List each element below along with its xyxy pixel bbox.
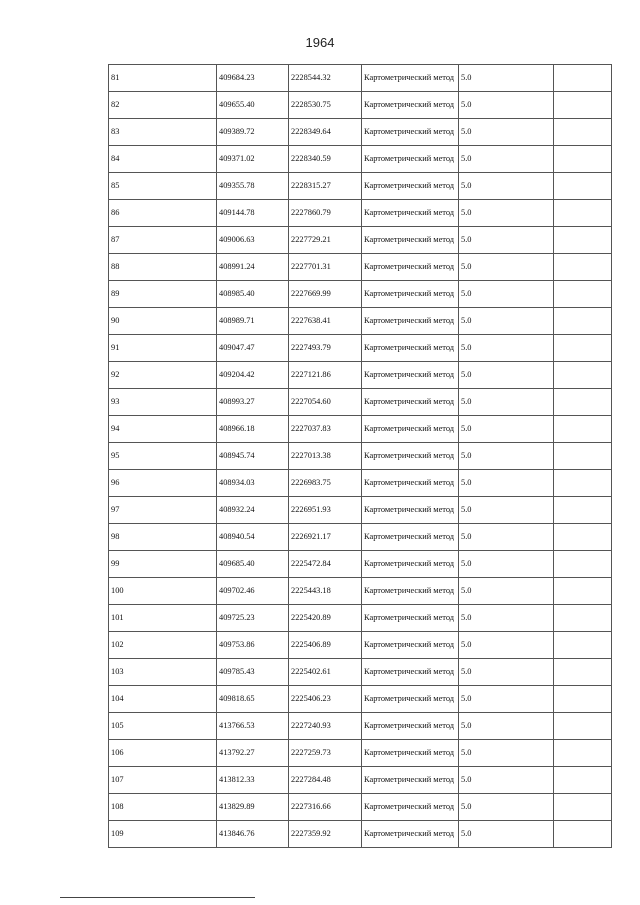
point-number-cell: 84 [109,146,217,173]
accuracy-cell: 5.0 [459,713,554,740]
note-cell [554,443,612,470]
accuracy-cell: 5.0 [459,767,554,794]
accuracy-cell: 5.0 [459,227,554,254]
point-number-cell: 93 [109,389,217,416]
method-cell: Картометрический метод [362,335,459,362]
x-coordinate-cell: 409389.72 [217,119,289,146]
y-coordinate-cell: 2225402.61 [289,659,362,686]
y-coordinate-cell: 2228544.32 [289,65,362,92]
x-coordinate-cell: 408940.54 [217,524,289,551]
method-cell: Картометрический метод [362,119,459,146]
y-coordinate-cell: 2227013.38 [289,443,362,470]
method-cell: Картометрический метод [362,794,459,821]
table-row [109,632,612,659]
note-cell [554,686,612,713]
note-cell [554,497,612,524]
accuracy-cell: 5.0 [459,551,554,578]
table-row [109,281,612,308]
accuracy-cell: 5.0 [459,389,554,416]
note-cell [554,578,612,605]
point-number-cell: 103 [109,659,217,686]
table-row [109,686,612,713]
method-cell: Картометрический метод [362,497,459,524]
method-cell: Картометрический метод [362,227,459,254]
note-cell [554,335,612,362]
x-coordinate-cell: 408945.74 [217,443,289,470]
method-cell: Картометрический метод [362,362,459,389]
x-coordinate-cell: 409006.63 [217,227,289,254]
point-number-cell: 95 [109,443,217,470]
point-number-cell: 90 [109,308,217,335]
x-coordinate-cell: 409355.78 [217,173,289,200]
accuracy-cell: 5.0 [459,443,554,470]
method-cell: Картометрический метод [362,740,459,767]
table-row [109,254,612,281]
accuracy-cell: 5.0 [459,632,554,659]
accuracy-cell: 5.0 [459,821,554,848]
accuracy-cell: 5.0 [459,794,554,821]
point-number-cell: 106 [109,740,217,767]
x-coordinate-cell: 413792.27 [217,740,289,767]
table-row [109,173,612,200]
x-coordinate-cell: 409785.43 [217,659,289,686]
point-number-cell: 105 [109,713,217,740]
point-number-cell: 89 [109,281,217,308]
note-cell [554,146,612,173]
table-row [109,497,612,524]
point-number-cell: 109 [109,821,217,848]
method-cell: Картометрический метод [362,686,459,713]
coordinates-table-body [109,65,612,848]
x-coordinate-cell: 413812.33 [217,767,289,794]
table-row [109,821,612,848]
point-number-cell: 97 [109,497,217,524]
point-number-cell: 83 [109,119,217,146]
note-cell [554,200,612,227]
table-row [109,740,612,767]
x-coordinate-cell: 409204.42 [217,362,289,389]
accuracy-cell: 5.0 [459,92,554,119]
y-coordinate-cell: 2227359.92 [289,821,362,848]
x-coordinate-cell: 409725.23 [217,605,289,632]
accuracy-cell: 5.0 [459,497,554,524]
y-coordinate-cell: 2225420.89 [289,605,362,632]
y-coordinate-cell: 2227240.93 [289,713,362,740]
point-number-cell: 92 [109,362,217,389]
point-number-cell: 82 [109,92,217,119]
method-cell: Картометрический метод [362,713,459,740]
table-row [109,713,612,740]
table-row [109,794,612,821]
point-number-cell: 102 [109,632,217,659]
x-coordinate-cell: 409753.86 [217,632,289,659]
y-coordinate-cell: 2227259.73 [289,740,362,767]
point-number-cell: 107 [109,767,217,794]
x-coordinate-cell: 408966.18 [217,416,289,443]
method-cell: Картометрический метод [362,578,459,605]
note-cell [554,254,612,281]
table-row [109,578,612,605]
table-row [109,605,612,632]
table-row [109,227,612,254]
method-cell: Картометрический метод [362,524,459,551]
x-coordinate-cell: 409684.23 [217,65,289,92]
table-row [109,767,612,794]
note-cell [554,362,612,389]
table-row [109,524,612,551]
accuracy-cell: 5.0 [459,281,554,308]
y-coordinate-cell: 2225406.23 [289,686,362,713]
method-cell: Картометрический метод [362,821,459,848]
method-cell: Картометрический метод [362,281,459,308]
method-cell: Картометрический метод [362,416,459,443]
accuracy-cell: 5.0 [459,659,554,686]
accuracy-cell: 5.0 [459,605,554,632]
method-cell: Картометрический метод [362,551,459,578]
table-row [109,551,612,578]
accuracy-cell: 5.0 [459,335,554,362]
x-coordinate-cell: 413829.89 [217,794,289,821]
note-cell [554,281,612,308]
x-coordinate-cell: 408989.71 [217,308,289,335]
point-number-cell: 88 [109,254,217,281]
method-cell: Картометрический метод [362,632,459,659]
accuracy-cell: 5.0 [459,65,554,92]
point-number-cell: 87 [109,227,217,254]
y-coordinate-cell: 2227638.41 [289,308,362,335]
accuracy-cell: 5.0 [459,470,554,497]
method-cell: Картометрический метод [362,254,459,281]
y-coordinate-cell: 2227037.83 [289,416,362,443]
x-coordinate-cell: 413766.53 [217,713,289,740]
table-row [109,65,612,92]
table-row [109,659,612,686]
note-cell [554,416,612,443]
accuracy-cell: 5.0 [459,254,554,281]
note-cell [554,767,612,794]
note-cell [554,659,612,686]
x-coordinate-cell: 409818.65 [217,686,289,713]
table-row [109,470,612,497]
note-cell [554,740,612,767]
y-coordinate-cell: 2227121.86 [289,362,362,389]
x-coordinate-cell: 408991.24 [217,254,289,281]
note-cell [554,794,612,821]
note-cell [554,632,612,659]
method-cell: Картометрический метод [362,767,459,794]
x-coordinate-cell: 409371.02 [217,146,289,173]
x-coordinate-cell: 413846.76 [217,821,289,848]
note-cell [554,173,612,200]
y-coordinate-cell: 2227493.79 [289,335,362,362]
x-coordinate-cell: 408993.27 [217,389,289,416]
y-coordinate-cell: 2227701.31 [289,254,362,281]
x-coordinate-cell: 409685.40 [217,551,289,578]
point-number-cell: 99 [109,551,217,578]
method-cell: Картометрический метод [362,200,459,227]
method-cell: Картометрический метод [362,92,459,119]
method-cell: Картометрический метод [362,308,459,335]
table-row [109,308,612,335]
y-coordinate-cell: 2227729.21 [289,227,362,254]
x-coordinate-cell: 408985.40 [217,281,289,308]
note-cell [554,470,612,497]
y-coordinate-cell: 2226983.75 [289,470,362,497]
table-row [109,416,612,443]
accuracy-cell: 5.0 [459,308,554,335]
note-cell [554,524,612,551]
point-number-cell: 94 [109,416,217,443]
table-row [109,389,612,416]
footer-rule [60,897,255,898]
coordinates-table [108,64,612,848]
y-coordinate-cell: 2227054.60 [289,389,362,416]
table-row [109,92,612,119]
method-cell: Картометрический метод [362,605,459,632]
point-number-cell: 86 [109,200,217,227]
y-coordinate-cell: 2227284.48 [289,767,362,794]
table-row [109,362,612,389]
accuracy-cell: 5.0 [459,119,554,146]
method-cell: Картометрический метод [362,65,459,92]
y-coordinate-cell: 2228315.27 [289,173,362,200]
y-coordinate-cell: 2227860.79 [289,200,362,227]
table-row [109,146,612,173]
accuracy-cell: 5.0 [459,686,554,713]
y-coordinate-cell: 2227316.66 [289,794,362,821]
table-row [109,119,612,146]
x-coordinate-cell: 409047.47 [217,335,289,362]
method-cell: Картометрический метод [362,443,459,470]
y-coordinate-cell: 2225406.89 [289,632,362,659]
point-number-cell: 91 [109,335,217,362]
accuracy-cell: 5.0 [459,146,554,173]
method-cell: Картометрический метод [362,146,459,173]
y-coordinate-cell: 2226921.17 [289,524,362,551]
point-number-cell: 100 [109,578,217,605]
x-coordinate-cell: 409655.40 [217,92,289,119]
note-cell [554,119,612,146]
accuracy-cell: 5.0 [459,173,554,200]
method-cell: Картометрический метод [362,659,459,686]
point-number-cell: 104 [109,686,217,713]
accuracy-cell: 5.0 [459,578,554,605]
table-row [109,443,612,470]
x-coordinate-cell: 408934.03 [217,470,289,497]
x-coordinate-cell: 409702.46 [217,578,289,605]
accuracy-cell: 5.0 [459,200,554,227]
x-coordinate-cell: 408932.24 [217,497,289,524]
accuracy-cell: 5.0 [459,524,554,551]
y-coordinate-cell: 2225472.84 [289,551,362,578]
y-coordinate-cell: 2225443.18 [289,578,362,605]
note-cell [554,713,612,740]
note-cell [554,65,612,92]
note-cell [554,92,612,119]
table-row [109,200,612,227]
y-coordinate-cell: 2227669.99 [289,281,362,308]
note-cell [554,308,612,335]
point-number-cell: 101 [109,605,217,632]
note-cell [554,227,612,254]
method-cell: Картометрический метод [362,470,459,497]
accuracy-cell: 5.0 [459,740,554,767]
y-coordinate-cell: 2228349.64 [289,119,362,146]
table-row [109,335,612,362]
point-number-cell: 98 [109,524,217,551]
point-number-cell: 81 [109,65,217,92]
y-coordinate-cell: 2228530.75 [289,92,362,119]
note-cell [554,605,612,632]
method-cell: Картометрический метод [362,173,459,200]
method-cell: Картометрический метод [362,389,459,416]
y-coordinate-cell: 2226951.93 [289,497,362,524]
point-number-cell: 96 [109,470,217,497]
accuracy-cell: 5.0 [459,416,554,443]
point-number-cell: 108 [109,794,217,821]
point-number-cell: 85 [109,173,217,200]
accuracy-cell: 5.0 [459,362,554,389]
x-coordinate-cell: 409144.78 [217,200,289,227]
note-cell [554,389,612,416]
note-cell [554,821,612,848]
page-number: 1964 [305,35,335,50]
y-coordinate-cell: 2228340.59 [289,146,362,173]
note-cell [554,551,612,578]
